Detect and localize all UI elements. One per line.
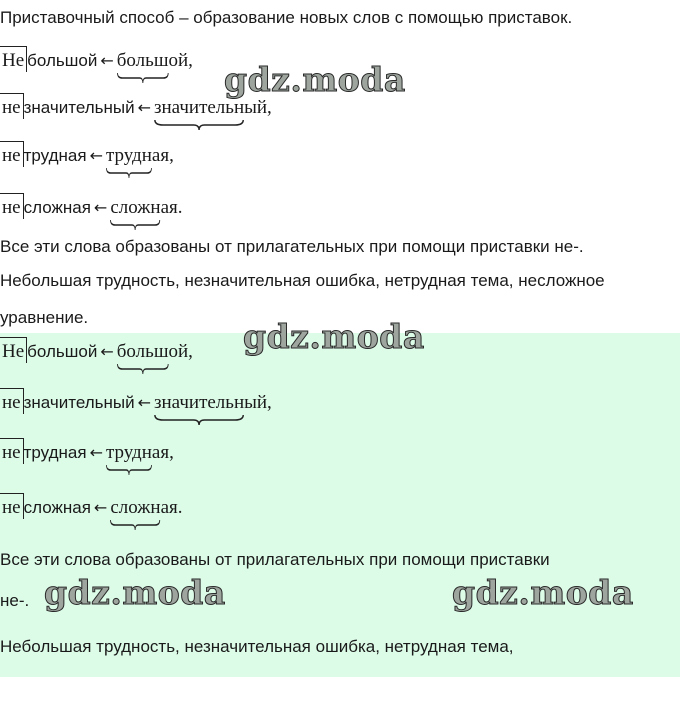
watermark-logo: gdz.moda (224, 60, 406, 99)
arrow-icon: ← (137, 98, 151, 117)
prefix-box: Не (0, 341, 27, 363)
root-brace: больш (117, 50, 169, 72)
derived-word: сложная (23, 198, 91, 217)
derived-word: большой (27, 51, 98, 70)
watermark-logo: gdz.moda (452, 573, 634, 612)
watermark-logo: gdz.moda (243, 317, 425, 356)
derivation-row (0, 497, 183, 519)
derivation-row (0, 341, 193, 363)
derivation-row (0, 392, 272, 414)
ending-text: ая, (151, 442, 174, 463)
derived-word: трудная (23, 443, 87, 462)
arrow-icon: ← (89, 146, 103, 165)
root-brace: значительн (154, 97, 244, 119)
example-text: Небольшая трудность, незначительная ошибка, нетрудная тема, несложное (0, 271, 605, 290)
derived-word: значительный (23, 98, 135, 117)
derivation-row (0, 97, 272, 119)
root-brace: больш (117, 341, 169, 363)
root-brace: значительн (154, 392, 244, 414)
explanation-text-cont: не-. (0, 591, 30, 610)
prefix-box: не (0, 392, 24, 414)
arrow-icon: ← (89, 443, 103, 462)
derivation-row (0, 197, 183, 219)
ending-text: ый, (244, 392, 272, 413)
example-text-cont: уравнение. (0, 308, 89, 327)
arrow-icon: ← (93, 198, 108, 217)
intro-text: Приставочный способ – образование новых слов с помощью приставок. (0, 8, 573, 27)
ending-text: ой, (168, 341, 193, 362)
explanation-text: Все эти слова образованы от прилагательных при помощи приставки (0, 550, 550, 569)
ending-text: ая, (151, 145, 174, 166)
ending-text: ый, (244, 97, 272, 118)
derived-word: значительный (23, 393, 135, 412)
root-brace: сложн (110, 497, 160, 519)
example-text: Небольшая трудность, незначительная ошибка, нетрудная тема, (0, 637, 514, 656)
ending-text: ой, (168, 50, 193, 71)
derived-word: сложная (23, 498, 91, 517)
derived-word: большой (27, 342, 98, 361)
root-brace: сложн (110, 197, 160, 219)
derived-word: трудная (23, 146, 87, 165)
prefix-box: не (0, 145, 24, 167)
derivation-row (0, 442, 174, 464)
watermark-logo: gdz.moda (44, 573, 226, 612)
derivation-row (0, 50, 193, 72)
prefix-box: не (0, 97, 24, 119)
prefix-box: не (0, 497, 24, 519)
arrow-icon: ← (100, 51, 114, 70)
ending-text: ая. (160, 497, 183, 518)
prefix-box: не (0, 197, 24, 219)
prefix-box: не (0, 442, 24, 464)
explanation-text: Все эти слова образованы от прилагательных при помощи приставки не-. (0, 237, 584, 256)
arrow-icon: ← (100, 342, 114, 361)
root-brace: трудн (106, 145, 152, 167)
arrow-icon: ← (137, 393, 151, 412)
ending-text: ая. (160, 197, 183, 218)
prefix-box: Не (0, 50, 27, 72)
root-brace: трудн (106, 442, 152, 464)
arrow-icon: ← (93, 498, 108, 517)
derivation-row (0, 145, 174, 167)
